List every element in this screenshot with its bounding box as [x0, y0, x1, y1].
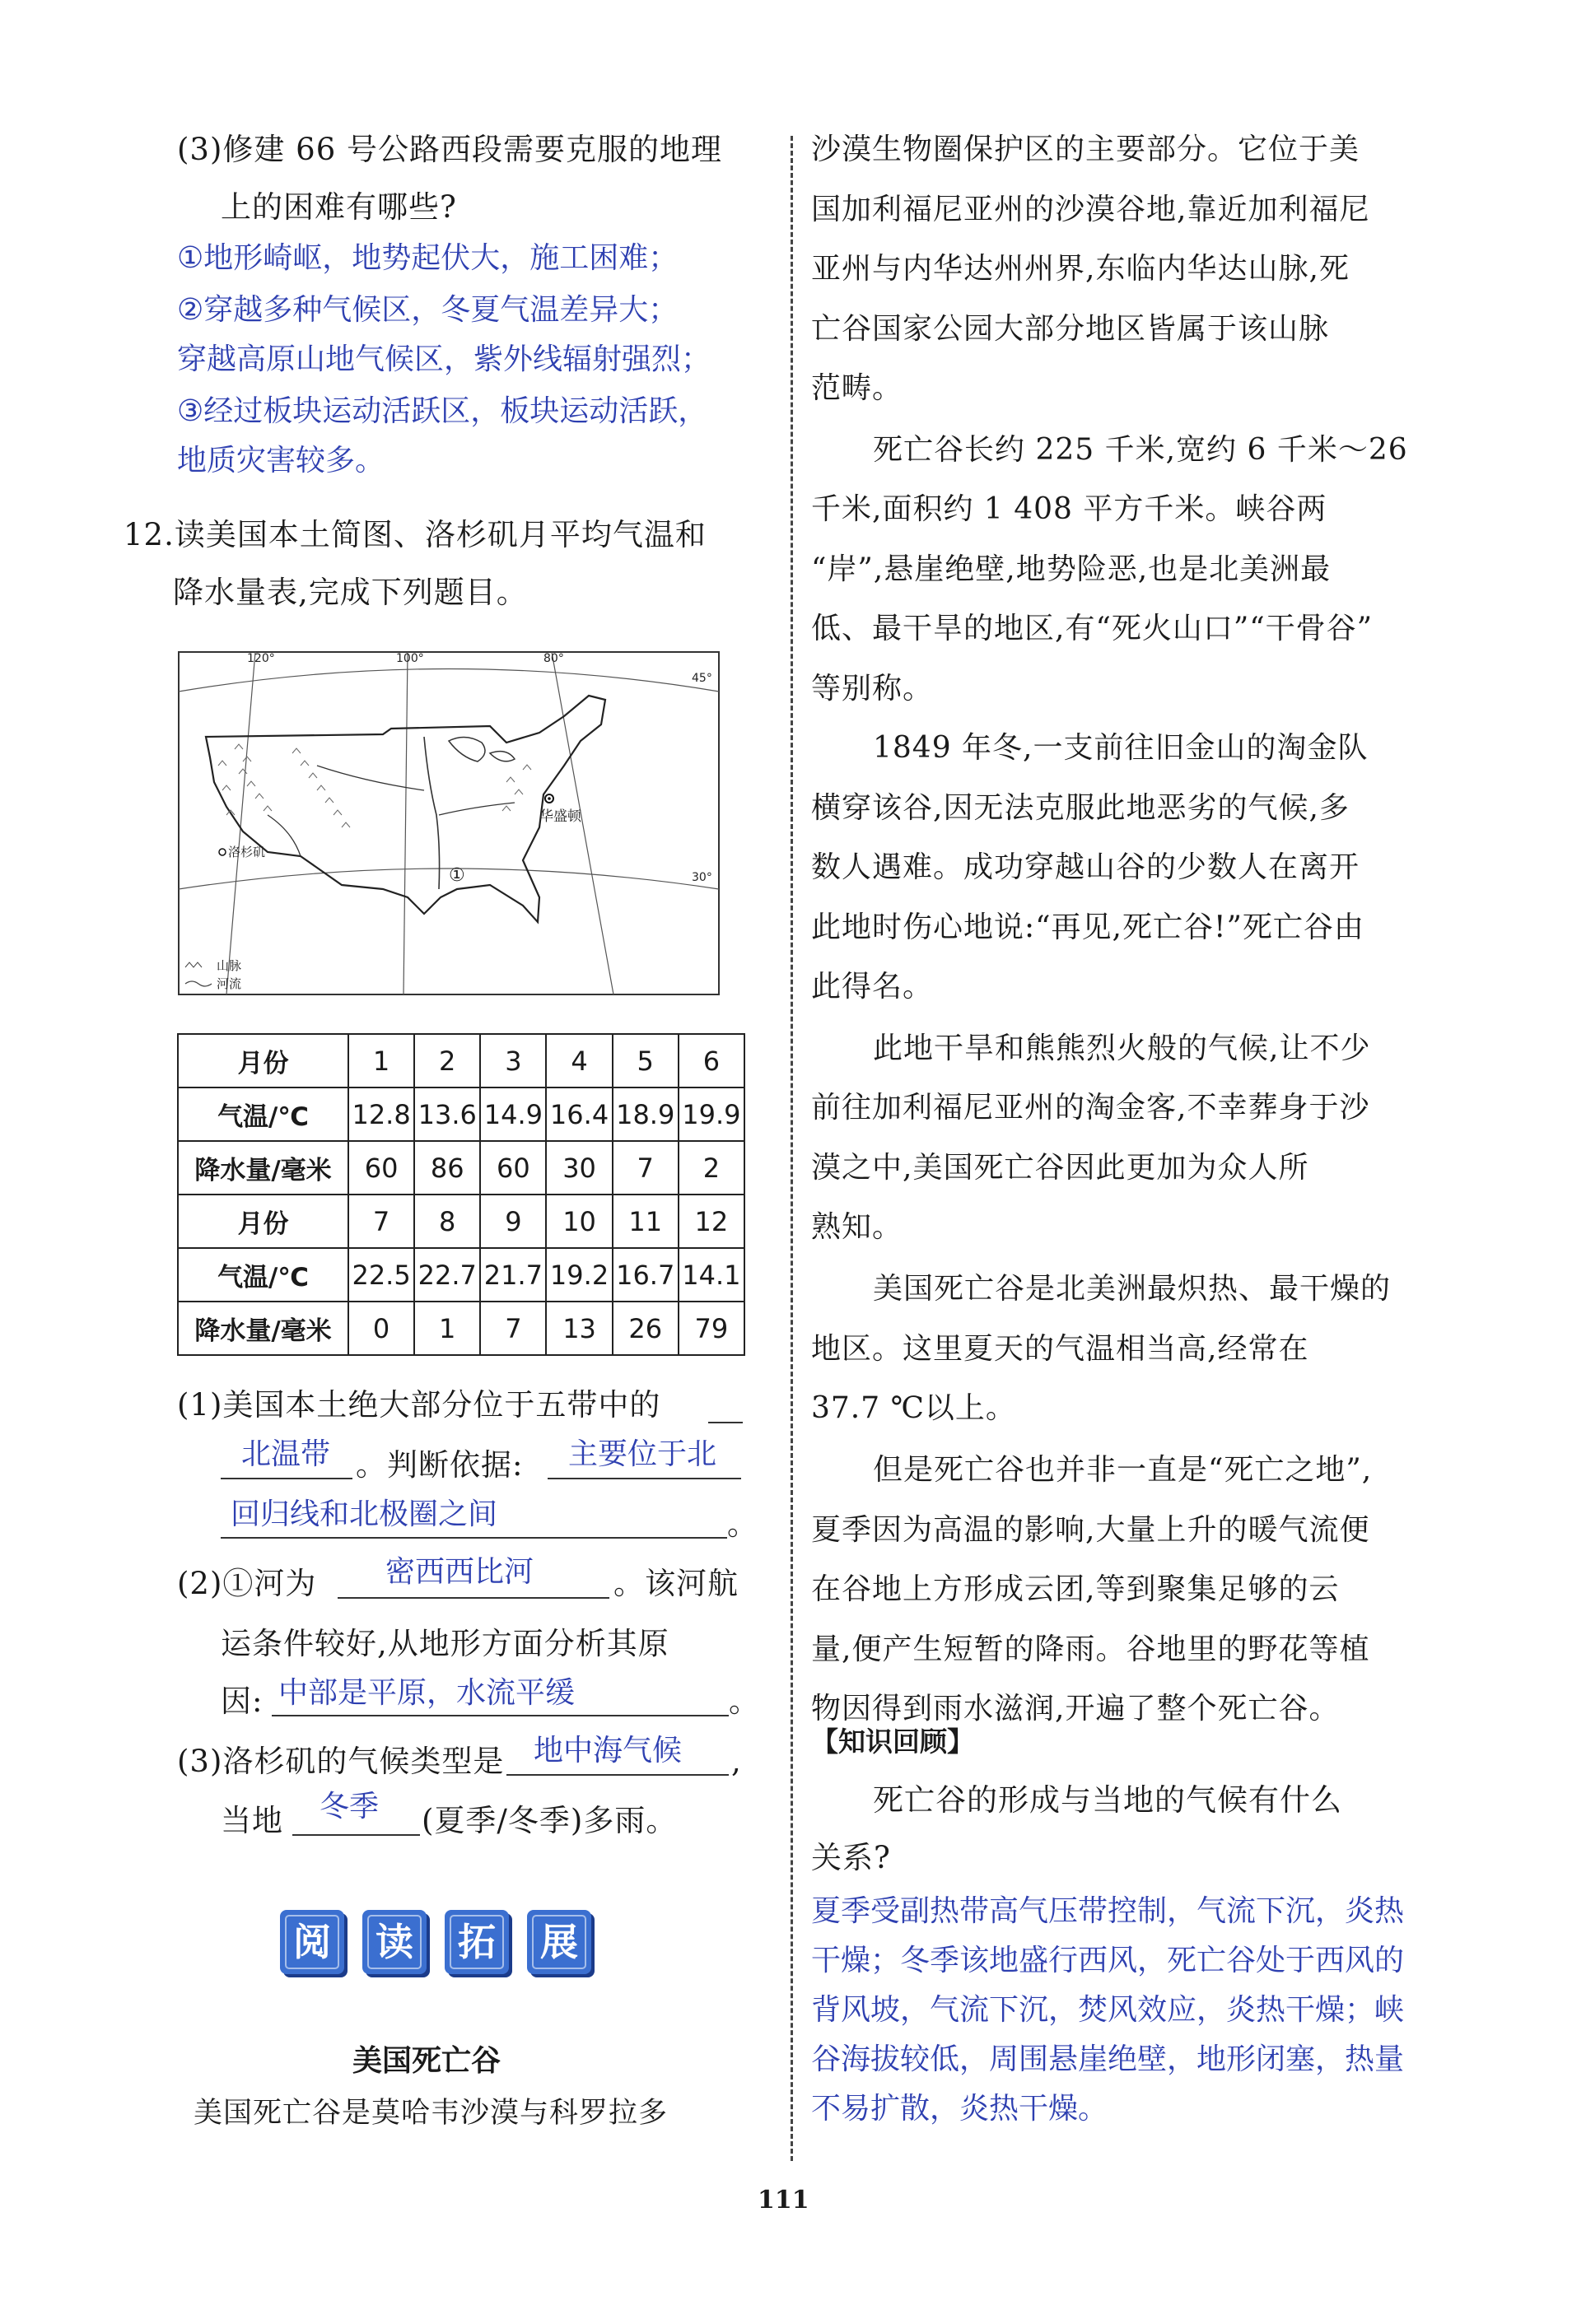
reading-line: 此地时伤心地说:“再见,死亡谷!”死亡谷由: [811, 911, 1364, 944]
table-row-precip-1: 降水量/毫米 60 86 60 30 7 2: [178, 1141, 744, 1195]
reading-line: 数人遇难。成功穿越山谷的少数人在离开: [811, 850, 1360, 884]
q2-blank-2: [272, 1715, 729, 1716]
reading-line: 1849 年冬,一支前往旧金山的淘金队: [873, 731, 1369, 765]
review-answer-3: 背风坡，气流下沉，焚风效应，炎热干燥；峡: [811, 1993, 1405, 2027]
la-climate-table: [177, 1033, 745, 1356]
q1-text-1: (1)美国本土绝大部分位于五带中的: [177, 1387, 661, 1423]
reading-line: 熟知。: [811, 1210, 903, 1244]
badge-zhan: 展: [527, 1910, 591, 1974]
q1-answer-3: 回归线和北极圈之间: [231, 1497, 498, 1531]
q3-answer-line5: 地质灾害较多。: [177, 444, 385, 477]
lon-label-80: 80°: [543, 652, 564, 665]
lon-label-120: 120°: [247, 652, 275, 665]
badge-du: 读: [362, 1910, 427, 1974]
q2-text-2: 。该河航: [613, 1566, 739, 1601]
river-marker-1: ①: [449, 865, 465, 886]
q3-text-1: (3)洛杉矶的气候类型是: [177, 1744, 505, 1779]
table-row-months-1: 月份 1 2 3 4 5 6: [178, 1034, 744, 1087]
review-question-2: 关系?: [811, 1840, 891, 1875]
review-answer-5: 不易扩散，炎热干燥。: [811, 2092, 1108, 2126]
q2-answer-1: 密西西比河: [385, 1555, 534, 1589]
reading-line: 漠之中,美国死亡谷因此更加为众人所: [811, 1151, 1309, 1185]
badge-tuo: 拓: [445, 1910, 509, 1974]
q3-text-2: 当地: [221, 1803, 283, 1838]
q1-answer-2: 主要位于北: [568, 1437, 717, 1471]
q2-answer-2: 中部是平原，水流平缓: [278, 1676, 576, 1710]
review-answer-1: 夏季受副热带高气压带控制，气流下沉，炎热: [811, 1894, 1405, 1928]
reading-line: 美国死亡谷是北美洲最炽热、最干燥的: [873, 1272, 1392, 1306]
reading-line: 亡谷国家公园大部分地区皆属于该山脉: [811, 312, 1330, 346]
reading-line: 此地干旱和熊熊烈火般的气候,让不少: [873, 1032, 1371, 1065]
reading-line: 死亡谷长约 225 千米,宽约 6 千米～26: [873, 433, 1408, 467]
q1-blank-1: [221, 1478, 352, 1479]
q1-blank-2: [548, 1478, 741, 1479]
reading-line: 物因得到雨水滋润,开遍了整个死亡谷。: [811, 1692, 1340, 1726]
usa-map: [177, 650, 721, 996]
legend-river-label: 河流: [217, 976, 242, 991]
reading-line: 此得名。: [811, 970, 934, 1004]
q3-blank-2: [292, 1834, 420, 1836]
q3-end-1: ,: [731, 1744, 742, 1779]
reading-line: 但是死亡谷也并非一直是“死亡之地”,: [873, 1453, 1373, 1487]
review-title: 【知识回顾】: [811, 1726, 974, 1758]
lat-label-30: 30°: [692, 871, 712, 884]
reading-line: 地区。这里夏天的气温相当高,经常在: [811, 1332, 1309, 1366]
reading-line: 前往加利福尼亚州的淘金客,不幸葬身于沙: [811, 1091, 1370, 1125]
lat-label-45: 45°: [692, 672, 712, 685]
review-question-1: 死亡谷的形成与当地的气候有什么: [873, 1782, 1342, 1818]
reading-line: 夏季因为高温的影响,大量上升的暖气流便: [811, 1513, 1370, 1547]
q1-answer-1: 北温带: [241, 1437, 331, 1471]
q1-end: 。: [727, 1507, 758, 1542]
q3-answer-2: 冬季: [320, 1790, 380, 1823]
table-row-precip-2: 降水量/毫米 0 1 7 13 26 79: [178, 1302, 744, 1355]
q2-blank-1: [338, 1597, 609, 1599]
page-number: 111: [758, 2186, 809, 2215]
q2-end: 。: [729, 1684, 760, 1719]
q1-blank-tail: [708, 1422, 743, 1423]
reading-line: 量,便产生短暂的降雨。谷地里的野花等植: [811, 1632, 1370, 1666]
q3-answer-line2: ②穿越多种气候区，冬夏气温差异大；: [177, 293, 679, 327]
reading-line: 国加利福尼亚州的沙漠谷地,靠近加利福尼: [811, 193, 1370, 226]
q3-answer-line4: ③经过板块运动活跃区，板块运动活跃，: [177, 394, 708, 428]
badge-yue: 阅: [280, 1910, 344, 1974]
lon-label-100: 100°: [396, 652, 424, 665]
reading-line: 等别称。: [811, 672, 934, 706]
table-row-months-2: 月份 7 8 9 10 11 12: [178, 1195, 744, 1248]
review-answer-4: 谷海拔较低，周围悬崖绝壁，地形闭塞，热量: [811, 2042, 1405, 2076]
reading-line: 千米,面积约 1 408 平方千米。峡谷两: [811, 492, 1327, 526]
column-divider: [791, 136, 793, 2161]
legend-mountain-label: 山脉: [217, 958, 242, 973]
la-label: 洛杉矶: [228, 845, 266, 859]
reading-title: 美国死亡谷: [352, 2044, 501, 2078]
q12-title-line2: 降水量表,完成下列题目。: [173, 575, 528, 610]
map-frame: [179, 652, 719, 994]
q3-answer-1: 地中海气候: [534, 1734, 683, 1767]
reading-line: 低、最干旱的地区,有“死火山口”“干骨谷”: [811, 612, 1374, 645]
reading-first-line: 美国死亡谷是莫哈韦沙漠与科罗拉多: [194, 2097, 669, 2130]
q1-text-2: 。判断依据:: [356, 1447, 524, 1483]
q2-text-4: 因:: [221, 1684, 264, 1719]
q3-title-line1: (3)修建 66 号公路西段需要克服的地理: [177, 132, 723, 167]
reading-line: 沙漠生物圈保护区的主要部分。它位于美: [811, 133, 1360, 166]
q3-text-3: (夏季/冬季)多雨。: [422, 1803, 678, 1838]
reading-line: “岸”,悬崖绝壁,地势险恶,也是北美洲最: [811, 552, 1332, 586]
q12-title-line1: 12.读美国本土简图、洛杉矶月平均气温和: [124, 517, 707, 552]
q3-answer-line3: 穿越高原山地气候区，紫外线辐射强烈；: [177, 342, 711, 376]
reading-line: 范畴。: [811, 371, 903, 405]
table-row-temp-1: 气温/℃ 12.8 13.6 14.9 16.4 18.9 19.9: [178, 1087, 744, 1141]
reading-line: 在谷地上方形成云团,等到聚集足够的云: [811, 1572, 1340, 1606]
reading-line: 横穿该谷,因无法克服此地恶劣的气候,多: [811, 791, 1350, 825]
reading-line: 亚州与内华达州州界,东临内华达山脉,死: [811, 252, 1350, 286]
q2-text-3: 运条件较好,从地形方面分析其原: [221, 1626, 669, 1661]
q3-title-line2: 上的困难有哪些?: [221, 189, 457, 225]
q3-answer-line1: ①地形崎岖，地势起伏大，施工困难；: [177, 241, 679, 275]
washington-label: 华盛顿: [539, 808, 581, 825]
q3-blank-1: [506, 1774, 729, 1776]
q2-text-1: (2)①河为: [177, 1566, 317, 1601]
reading-line: 37.7 ℃以上。: [811, 1391, 1016, 1425]
review-answer-2: 干燥；冬季该地盛行西风，死亡谷处于西风的: [811, 1944, 1405, 1977]
q1-blank-3: [221, 1537, 727, 1539]
table-row-temp-2: 气温/℃ 22.5 22.7 21.7 19.2 16.7 14.1: [178, 1248, 744, 1302]
